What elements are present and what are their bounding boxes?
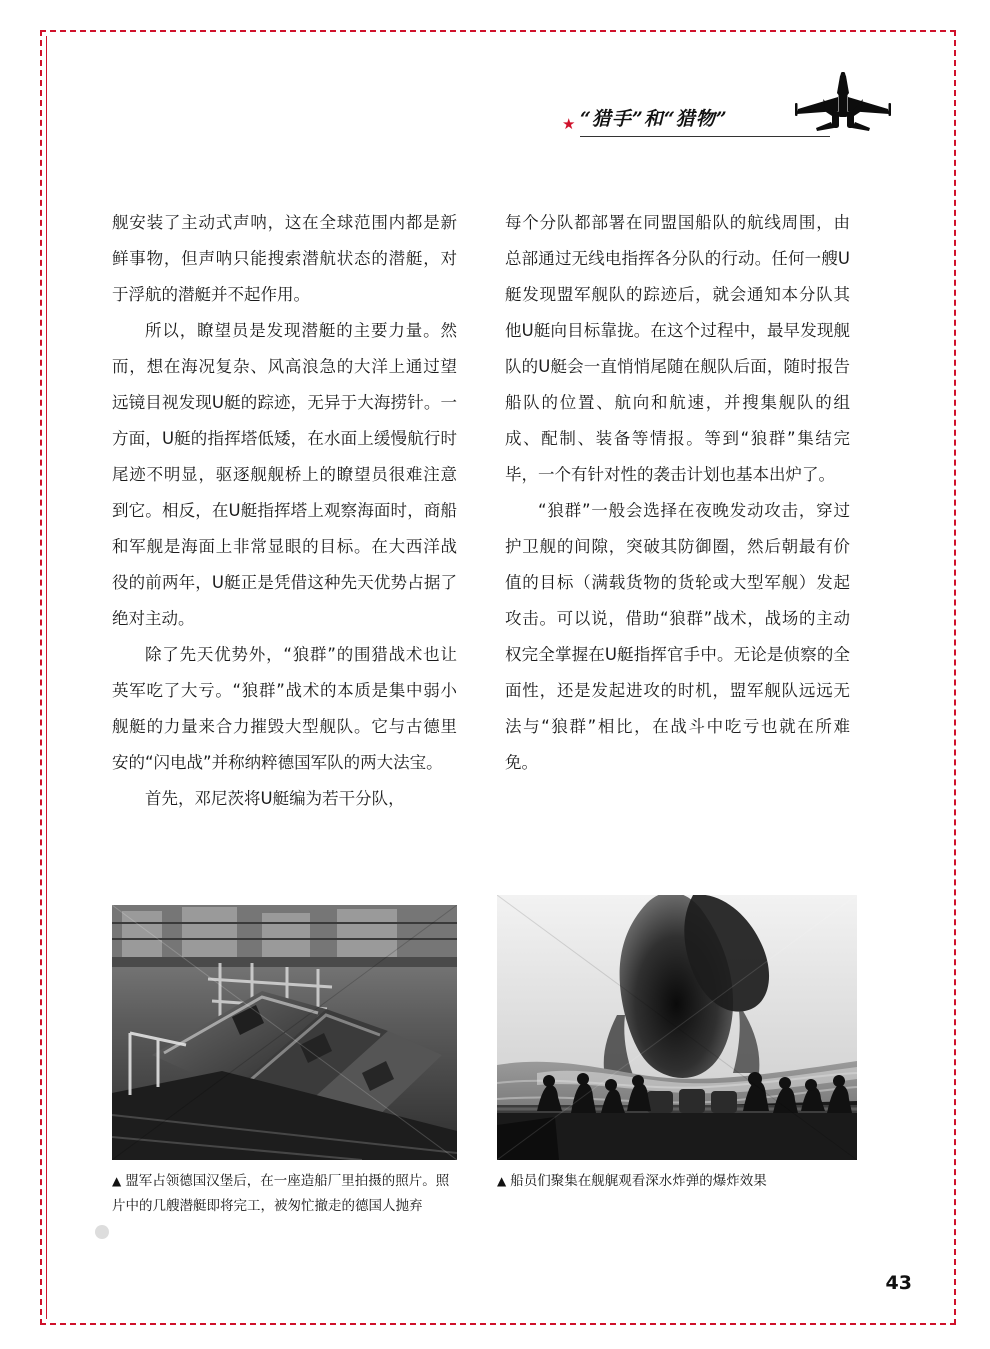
triangle-marker-icon: ▲ [497,1174,507,1188]
paragraph: 每个分队都部署在同盟国船队的航线周围，由总部通过无线电指挥各分队的行动。任何一艘U艇发现盟军舰队的踪迹后，就会通知本分队其他U艇向目标靠拢。在这个过程中，最早发现舰队的U艇会一直悄悄尾随在舰队后面，随时报告船队的位置、航向和航速，并搜集舰队的组成、配制、装备等情报。等到“狼群”集结完毕，一个有针对性的袭击计划也基本出炉了。 [505,213,850,484]
page-title: “猎手”和“猎物” [580,108,728,130]
print-artifact [95,1225,109,1239]
page-number: 43 [885,1272,912,1294]
figure-caption [497,1169,857,1194]
figure-shipyard [112,905,457,1219]
paragraph: 所以，瞭望员是发现潜艇的主要力量。然而，想在海况复杂、风高浪急的大洋上通过望远镜目视发现U艇的踪迹，无异于大海捞针。一方面，U艇的指挥塔低矮，在水面上缓慢航行时尾迹不明显，驱逐舰舰桥上的瞭望员很难注意到它。相反，在U艇指挥塔上观察海面时，商船和军舰是海面上非常显眼的目标。在大西洋战役的前两年，U艇正是凭借这种先天优势占据了绝对主动。 [112,321,457,628]
paragraph: 舰安装了主动式声呐，这在全球范围内都是新鲜事物，但声呐只能搜索潜航状态的潜艇，对于浮航的潜艇并不起作用。 [112,213,457,304]
figure-depth-charge [497,895,857,1194]
paragraph: 除了先天优势外，“狼群”的围猎战术也让英军吃了大亏。“狼群”战术的本质是集中弱小舰艇的力量来合力摧毁大型舰队。它与古德里安的“闪电战”并称纳粹德国军队的两大法宝。 [112,645,457,772]
star-icon: ★ [562,115,576,133]
body-text-column-right [505,205,850,781]
fighter-jet-icon [788,72,898,132]
photo-depth-charge [497,895,857,1160]
page-header [540,72,900,142]
paragraph: “狼群”一般会选择在夜晚发动攻击，穿过护卫舰的间隙，突破其防御圈，然后朝最有价值的目标（满载货物的货轮或大型军舰）发起攻击。可以说，借助“狼群”战术，战场的主动权完全掌握在U艇指挥官手中。无论是侦察的全面性，还是发起进攻的时机，盟军舰队远远无法与“狼群”相比，在战斗中吃亏也就在所难免。 [505,501,850,772]
figure-caption-text: 船员们聚集在舰艉观看深水炸弹的爆炸效果 [510,1173,767,1189]
figure-caption-text: 盟军占领德国汉堡后，在一座造船厂里拍摄的照片。照片中的几艘潜艇即将完工，被匆忙撤走的德国人抛弃 [112,1173,450,1214]
header-divider [580,136,830,137]
body-text-column-left [112,205,457,817]
photo-shipyard [112,905,457,1160]
paragraph: 首先，邓尼茨将U艇编为若干分队， [145,789,405,808]
figure-caption [112,1169,457,1219]
triangle-marker-icon: ▲ [112,1174,122,1188]
